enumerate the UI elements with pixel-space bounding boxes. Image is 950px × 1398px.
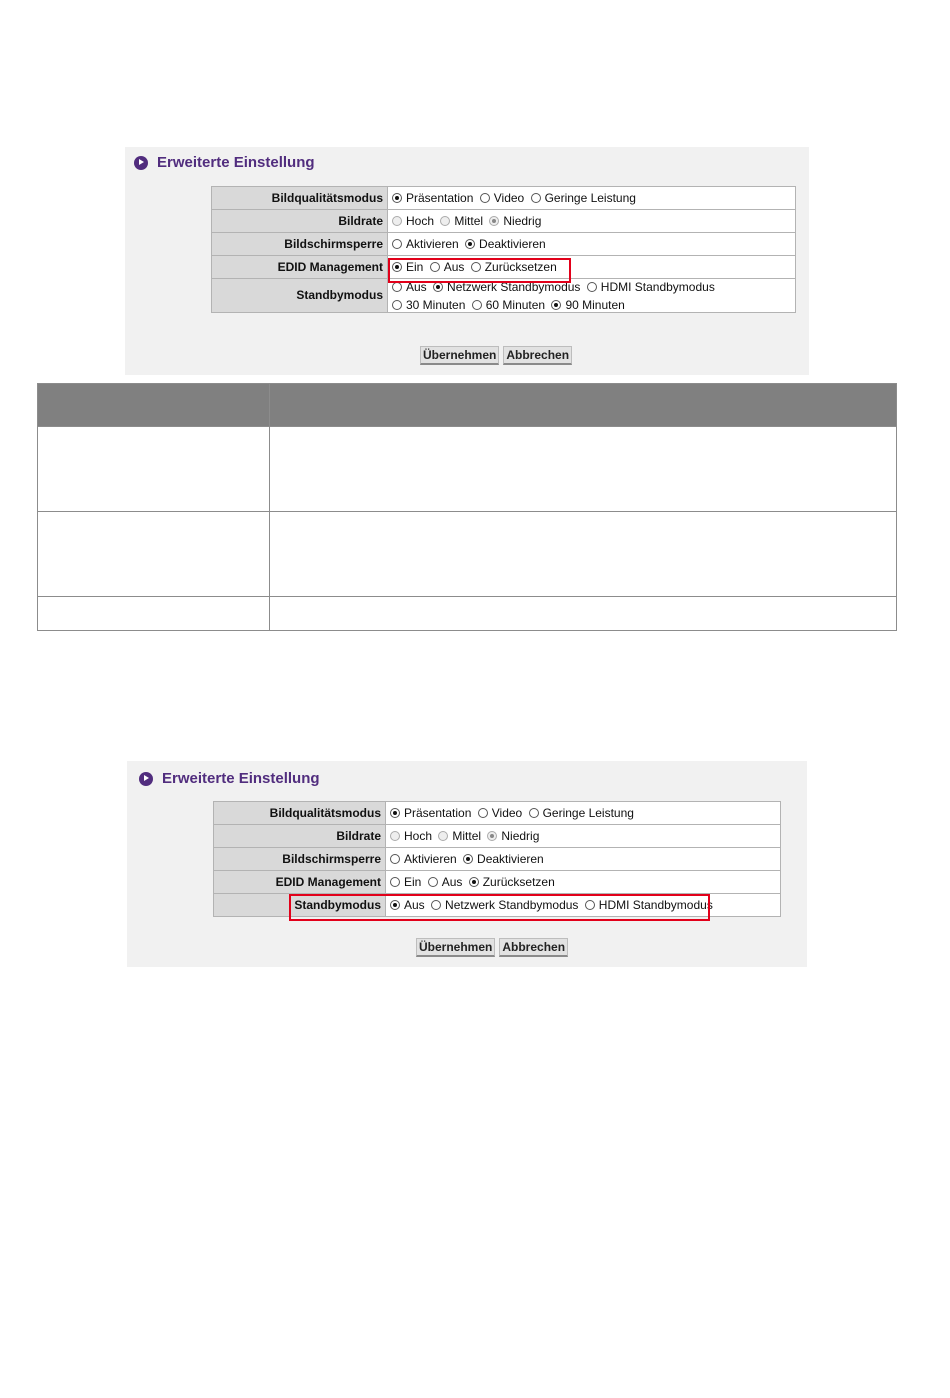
radio-standby-network[interactable]: Netzwerk Standbymodus (433, 280, 580, 294)
panel-title (134, 154, 315, 171)
panel-title-text: Erweiterte Einstellung (162, 770, 320, 787)
screen-lock-label: Bildschirmsperre (212, 233, 388, 256)
radio-edid-off[interactable]: Aus (428, 875, 463, 889)
radio-90-minutes[interactable]: 90 Minuten (551, 298, 624, 312)
radio-low: Niedrig (489, 214, 541, 228)
description-table (37, 383, 897, 631)
radio-edid-on[interactable]: Ein (390, 875, 421, 889)
button-row (416, 938, 568, 957)
cancel-button[interactable]: Abbrechen (503, 346, 572, 365)
radio-standby-off[interactable]: Aus (390, 898, 425, 912)
description-table-row (38, 597, 897, 631)
play-circle-icon (134, 156, 148, 170)
frame-rate-label: Bildrate (212, 210, 388, 233)
advanced-settings-panel-2 (127, 761, 807, 967)
radio-low-power[interactable]: Geringe Leistung (529, 806, 634, 820)
header-cell-1 (38, 384, 270, 427)
radio-edid-on[interactable]: Ein (392, 260, 423, 274)
radio-activate[interactable]: Aktivieren (390, 852, 457, 866)
standby-highlight-box (289, 894, 710, 921)
radio-video[interactable]: Video (480, 191, 524, 205)
image-quality-mode-label: Bildqualitätsmodus (214, 802, 386, 825)
settings-table (211, 186, 796, 313)
apply-button[interactable]: Übernehmen (416, 938, 495, 957)
row-screen-lock (214, 848, 781, 871)
row-screen-lock (212, 233, 796, 256)
radio-standby-hdmi[interactable]: HDMI Standbymodus (587, 280, 715, 294)
screen-lock-label: Bildschirmsperre (214, 848, 386, 871)
standby-mode-label: Standbymodus (212, 279, 388, 313)
radio-standby-off[interactable]: Aus (392, 280, 427, 294)
radio-30-minutes[interactable]: 30 Minuten (392, 298, 465, 312)
description-table-row (38, 427, 897, 512)
row-image-quality-mode (212, 187, 796, 210)
header-cell-2 (270, 384, 897, 427)
radio-activate[interactable]: Aktivieren (392, 237, 459, 251)
edid-highlight-box (388, 258, 571, 283)
row-image-quality-mode (214, 802, 781, 825)
edid-management-label: EDID Management (212, 256, 388, 279)
radio-video[interactable]: Video (478, 806, 522, 820)
radio-presentation[interactable]: Präsentation (392, 191, 473, 205)
radio-medium: Mittel (440, 214, 483, 228)
row-frame-rate (214, 825, 781, 848)
description-table-header (38, 384, 897, 427)
apply-button[interactable]: Übernehmen (420, 346, 499, 365)
panel-title (139, 770, 320, 787)
row-frame-rate (212, 210, 796, 233)
radio-60-minutes[interactable]: 60 Minuten (472, 298, 545, 312)
radio-edid-reset[interactable]: Zurücksetzen (469, 875, 555, 889)
play-circle-icon (139, 772, 153, 786)
radio-edid-off[interactable]: Aus (430, 260, 465, 274)
standby-mode-label: Standbymodus (214, 894, 386, 917)
radio-deactivate[interactable]: Deaktivieren (463, 852, 544, 866)
radio-edid-reset[interactable]: Zurücksetzen (471, 260, 557, 274)
radio-high: Hoch (392, 214, 434, 228)
radio-deactivate[interactable]: Deaktivieren (465, 237, 546, 251)
panel-title-text: Erweiterte Einstellung (157, 154, 315, 171)
image-quality-mode-label: Bildqualitätsmodus (212, 187, 388, 210)
button-row (420, 346, 572, 365)
frame-rate-label: Bildrate (214, 825, 386, 848)
radio-low: Niedrig (487, 829, 539, 843)
radio-high: Hoch (390, 829, 432, 843)
row-edid-management (214, 871, 781, 894)
radio-presentation[interactable]: Präsentation (390, 806, 471, 820)
description-table-row (38, 512, 897, 597)
radio-medium: Mittel (438, 829, 481, 843)
row-standby-mode (212, 279, 796, 313)
cancel-button[interactable]: Abbrechen (499, 938, 568, 957)
edid-management-label: EDID Management (214, 871, 386, 894)
radio-standby-network[interactable]: Netzwerk Standbymodus (431, 898, 578, 912)
radio-standby-hdmi[interactable]: HDMI Standbymodus (585, 898, 713, 912)
radio-low-power[interactable]: Geringe Leistung (531, 191, 636, 205)
